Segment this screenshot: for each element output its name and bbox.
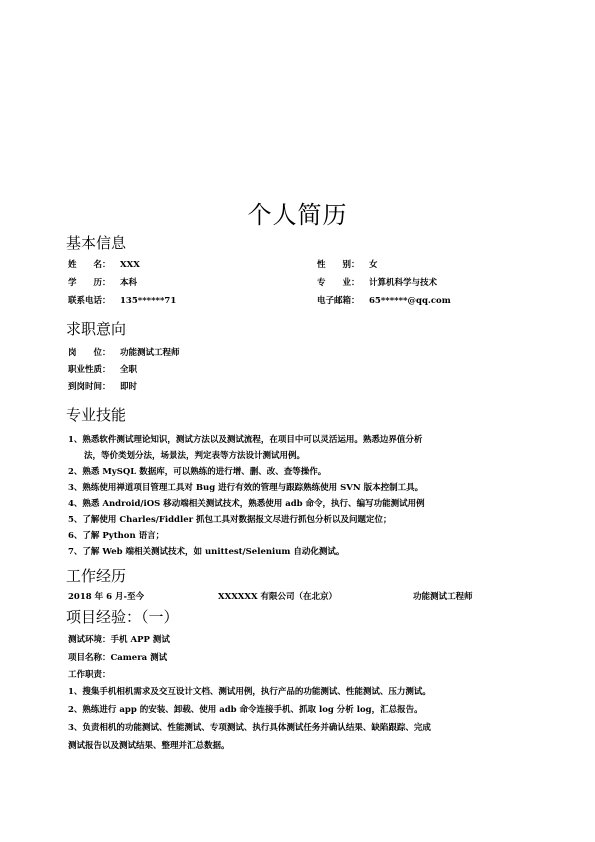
duty-label: 工作职责：: [68, 670, 111, 680]
email-value: 65******@qq.com: [369, 296, 451, 306]
job-nature-field: [68, 363, 137, 375]
phone-label: 联系电话：: [68, 296, 111, 306]
job-nature-value: 全职: [120, 365, 138, 375]
work-heading: 工作经历: [66, 567, 127, 585]
name-value: XXX: [120, 260, 140, 270]
position-field: [68, 346, 180, 358]
duty-item: 1、搜集手机相机需求及交互设计文档、测试用例，执行产品的功能测试、性能测试、压力测试。: [68, 687, 431, 697]
resume-title: 个人简历: [247, 201, 348, 229]
education-value: 本科: [120, 278, 138, 288]
major-field: [317, 276, 437, 288]
email-label: 电子邮箱：: [317, 296, 360, 306]
gender-field: [317, 258, 378, 270]
test-environment-label: 测试环境：: [68, 635, 111, 645]
project-name-value: Camera 测试: [110, 653, 168, 663]
name-field: [68, 258, 140, 270]
skill-item: 1、熟悉软件测试理论知识，测试方法以及测试流程，在项目中可以灵活运用。熟悉边界值分析: [68, 435, 423, 445]
skill-item: 6、了解 Python 语言；: [68, 531, 165, 541]
work-role: 功能测试工程师: [413, 592, 473, 602]
phone-value: 135******71: [120, 296, 177, 306]
arrival-time-value: 即时: [120, 382, 138, 392]
project-name-field: [68, 651, 167, 663]
project-name-label: 项目名称：: [68, 653, 111, 663]
project-heading: 项目经验：（一）: [66, 608, 179, 626]
test-environment-field: [68, 633, 170, 645]
job-nature-label: 职业性质：: [68, 365, 111, 375]
name-label: 姓 名：: [68, 260, 111, 270]
test-environment-value: 手机 APP 测试: [110, 635, 170, 645]
skill-item: 2、熟悉 MySQL 数据库，可以熟练的进行增、删、改、查等操作。: [68, 467, 327, 477]
education-field: [68, 276, 137, 288]
email-field: [317, 294, 451, 306]
position-value: 功能测试工程师: [120, 348, 180, 358]
duty-item: 3、负责相机的功能测试、性能测试、专项测试、执行具体测试任务并确认结果、缺陷跟踪、完成: [68, 723, 431, 733]
duty-item: 测试报告以及测试结果、整理并汇总数据。: [68, 741, 230, 751]
phone-field: [68, 294, 176, 306]
work-company: XXXXXX 有限公司（在北京）: [218, 592, 338, 602]
education-label: 学 历：: [68, 278, 111, 288]
position-label: 岗 位：: [68, 348, 111, 358]
arrival-time-label: 到岗时间：: [68, 382, 111, 392]
basic-info-heading: 基本信息: [66, 234, 127, 252]
duty-item: 2、熟练进行 app 的安装、卸载、使用 adb 命令连接手机、抓取 log 分析 log，汇总报告。: [68, 705, 423, 715]
skill-item: 4、熟悉 Android/iOS 移动端相关测试技术，熟悉使用 adb 命令，执行、编写功能测试用例: [68, 499, 425, 509]
gender-value: 女: [369, 260, 378, 270]
major-label: 专 业：: [317, 278, 360, 288]
skill-item: 3、熟练使用禅道项目管理工具对 Bug 进行有效的管理与跟踪熟练使用 SVN 版本控制工具。: [68, 483, 424, 493]
job-intent-heading: 求职意向: [66, 320, 127, 338]
gender-label: 性 别：: [317, 260, 360, 270]
arrival-time-field: [68, 380, 137, 392]
skill-item: 5、了解使用 Charles/Fiddler 抓包工具对数据报文尽进行抓包分析以及问题定位；: [68, 515, 392, 525]
skill-item: 7、了解 Web 端相关测试技术，如 unittest/Selenium 自动化测试。: [68, 547, 345, 557]
major-value: 计算机科学与技术: [369, 278, 438, 288]
work-period: 2018 年 6 月-至今: [68, 592, 144, 602]
skill-item: 法，等价类划分法，场景法，判定表等方法设计测试用例。: [84, 451, 306, 461]
skills-heading: 专业技能: [66, 406, 127, 424]
